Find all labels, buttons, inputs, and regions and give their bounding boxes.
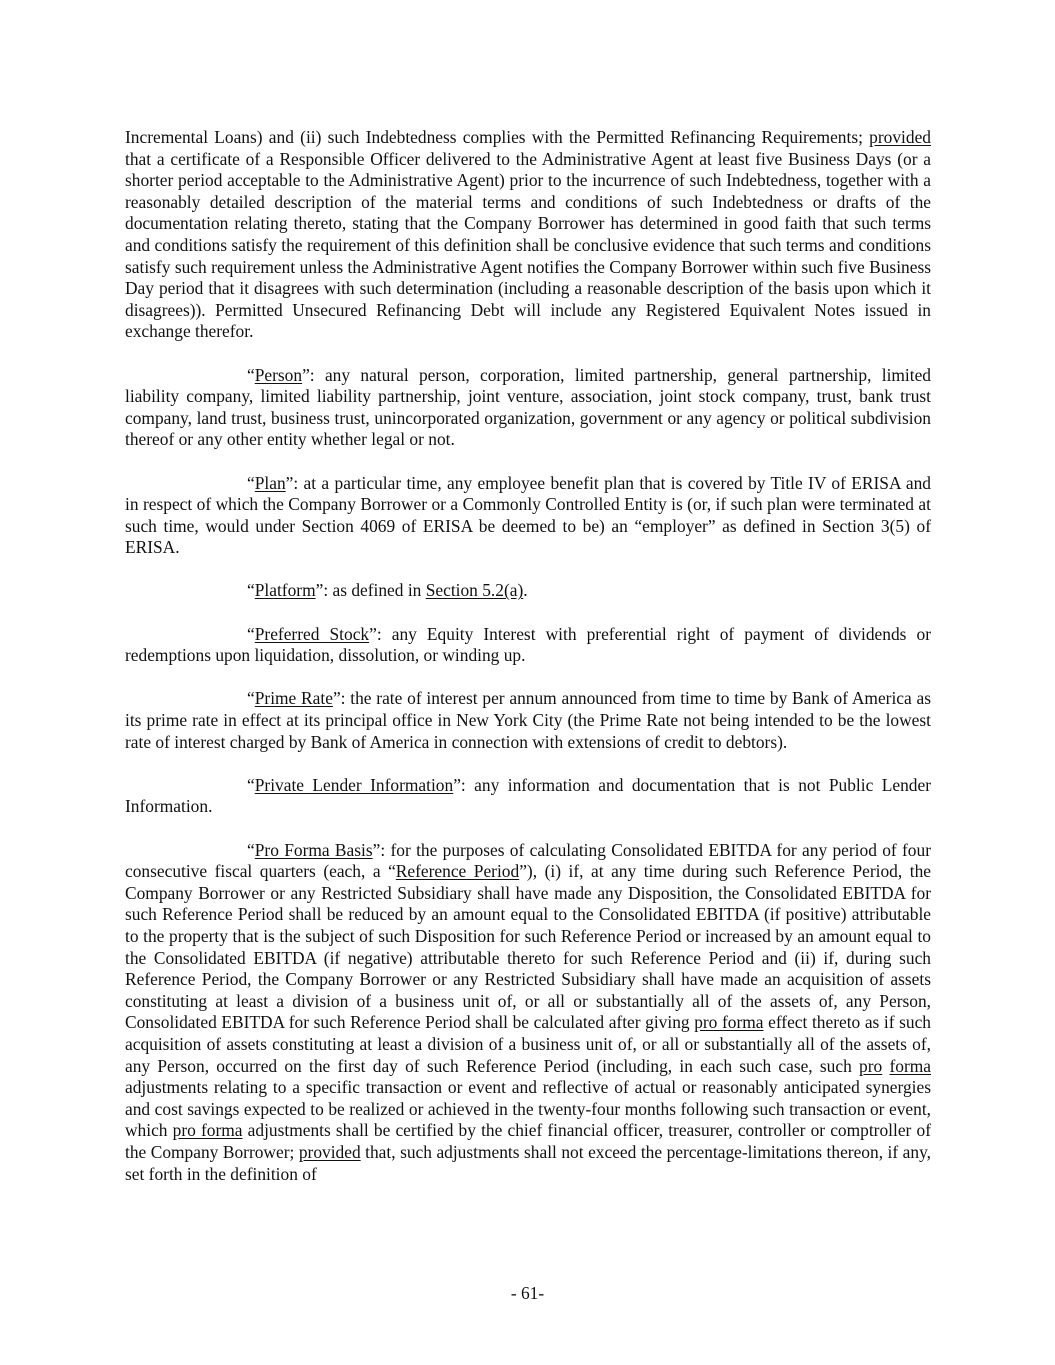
defined-term: Pro Forma Basis [254,839,373,860]
defined-term: pro forma [172,1120,243,1141]
defined-term: Private Lender Information [254,774,454,795]
defined-term: Reference Period [395,861,520,882]
text-run: ”: as defined in [315,580,426,601]
text-run: “ [247,580,255,601]
text-run: “ [247,472,255,493]
text-run: “ [247,839,255,860]
definition-person [125,365,931,451]
definition-pro-forma-basis [125,840,931,1186]
text-run: “ [247,774,255,795]
defined-term: provided [869,127,931,147]
text-run: “ [247,688,255,709]
text-run: . [523,580,528,601]
text-run: adjustments relating to a specific transaction or event and reflective of actual or reasonably anticipated synergies and cost savings expected to be realized or achieved in the twenty-four months following such transaction or event, which [125,1077,931,1141]
defined-term: Platform [254,580,316,601]
defined-term: forma [889,1055,931,1076]
text-run: that a certificate of a Responsible Officer delivered to the Administrative Agent at least five Business Days (or a shorter period acceptable to the Administrative Agent) prior to the incurrence of such Indebtedness, together with a reasonably detailed description of the material terms and conditions of such Indebtedness or drafts of the documentation relating thereto, stating that the Company Borrower has determined in good faith that such terms and conditions satisfy the requirement of this definition shall be conclusive evidence that such terms and conditions satisfy such requirement unless the Administrative Agent notifies the Company Borrower within such five Business Day period that it disagrees with such determination (including a reasonable description of the basis upon which it disagrees)). Permitted Unsecured Refinancing Debt will include any Registered Equivalent Notes issued in exchange therefor. [125,148,931,342]
defined-term: provided [298,1141,361,1162]
document-page [125,127,931,1207]
text-run: ”: the rate of interest per annum announced from time to time by Bank of America as its prime rate in effect at its principal office in New York City (the Prime Rate not being intended to be the lowest rate of interest charged by Bank of America in connection with extensions of credit to debtors). [125,688,931,752]
text-run: “ [247,364,255,385]
defined-term: Section 5.2(a) [425,580,524,601]
text-run: ”: any Equity Interest with preferential right of payment of dividends or redemptions upon liquidation, dissolution, or winding up. [125,623,931,666]
defined-term: pro forma [694,1012,764,1033]
text-run: adjustments shall be certified by the chief financial officer, treasurer, controller or comptroller of the Company Borrower; [125,1120,931,1162]
defined-term: Preferred Stock [254,623,370,644]
text-run: ”), (i) if, at any time during such Reference Period, the Company Borrower or any Restricted Subsidiary shall have made any Disposition, the Consolidated EBITDA for such Reference Period shall be reduced by an amount equal to the Consolidated EBITDA (if positive) attributable to the property that is the subject of such Disposition for such Reference Period or increased by an amount equal to the Consolidated EBITDA (if negative) attributable thereto for such Reference Period and (ii) if, during such Reference Period, the Company Borrower or any Restricted Subsidiary shall have made an acquisition of assets constituting at least a division of a business unit of, or all or substantially all of the assets of, any Person, Consolidated EBITDA for such Reference Period shall be calculated after giving [125,861,931,1033]
defined-term: Prime Rate [254,688,333,709]
defined-term: Plan [254,472,286,493]
definition-prime-rate [125,688,931,753]
defined-term: Person [254,364,303,385]
permitted-unsecured-refinancing-debt-continued [125,127,931,343]
text-run: “ [247,623,255,644]
definition-private-lender-information [125,775,931,818]
page-number: - 61- [510,1283,545,1303]
definition-platform [125,580,931,602]
text-run: ”: for the purposes of calculating Consolidated EBITDA for any period of four consecutive fiscal quarters (each, a “ [125,839,931,882]
definition-preferred-stock [125,624,931,667]
definition-plan [125,473,931,559]
defined-term: pro [859,1055,883,1076]
text-run: Incremental Loans) and (ii) such Indebtedness complies with the Permitted Refinancing Requirements; [125,127,870,147]
text-run: ”: any information and documentation that is not Public Lender Information. [125,774,931,817]
text-run: effect thereto as if such acquisition of assets constituting at least a division of a business unit of, or all or substantially all of the assets of, any Person, occurred on the first day of such Reference Period (including, in each such case, such [125,1012,932,1076]
text-run: ”: at a particular time, any employee benefit plan that is covered by Title IV of ERISA and in respect of which the Company Borrower or a Commonly Controlled Entity is (or, if such plan were terminated at such time, would under Section 4069 of ERISA be deemed to be) an “employer” as defined in Section 3(5) of ERISA. [125,472,931,558]
text-run: that, such adjustments shall not exceed the percentage-limitations thereon, if any, set forth in the definition of [125,1141,931,1184]
text-run: ”: any natural person, corporation, limited partnership, general partnership, limited liability company, limited liability partnership, joint venture, association, joint stock company, trust, bank trust company, land trust, business trust, unincorporated organization, government or any agency or political subdivision thereof or any other entity whether legal or not. [125,364,931,450]
